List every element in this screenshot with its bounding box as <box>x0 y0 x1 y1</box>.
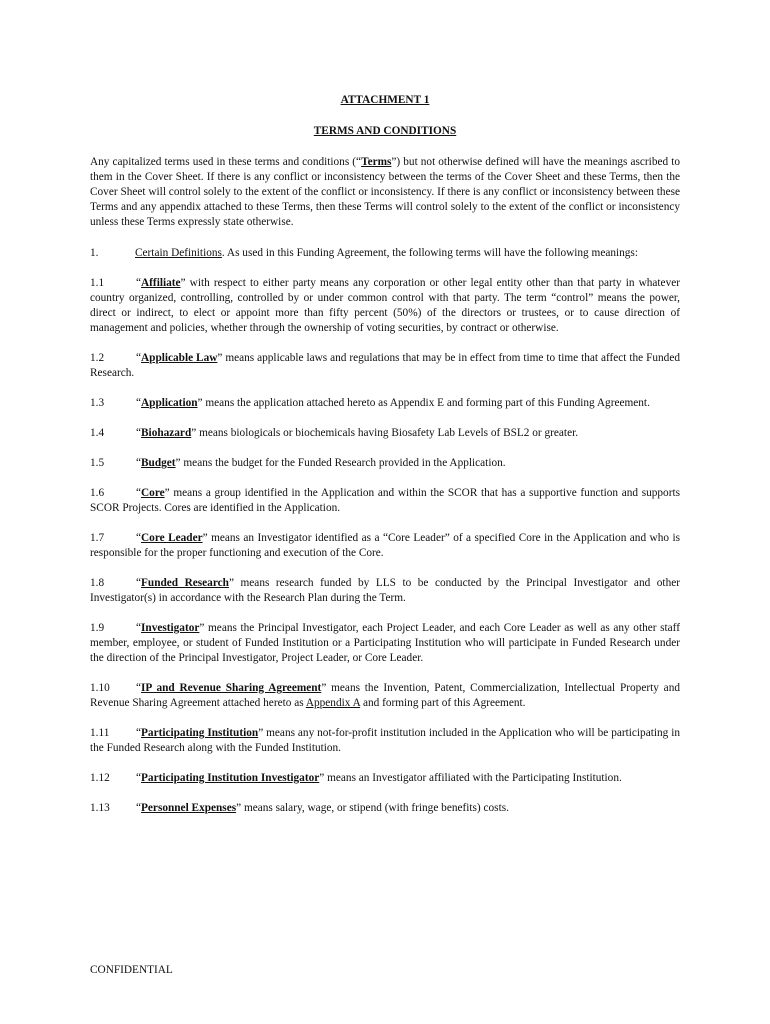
attachment-title: ATTACHMENT 1 <box>340 94 430 106</box>
close-quote: ” <box>202 532 208 544</box>
close-quote: ” <box>321 682 327 694</box>
open-quote: “ <box>136 577 142 589</box>
section-1 <box>90 246 680 261</box>
close-quote: ” <box>175 457 181 469</box>
definition-item <box>90 456 680 471</box>
intro-text-end: ”) but not otherwise defined will have the meanings ascribed to them in the Cover Sheet. If there is any conflict or inconsistency between the terms of the Cover Sheet and these Terms, then the Cover Sheet will control solely to the extent of the conflict or inconsistency. If there is any conflict or inconsistency between these Terms and any appendix attached to these Terms, then these Terms will control solely to the extent of the conflict or inconsistency unless these Terms expressly state otherwise. <box>90 156 680 228</box>
defined-term: Participating Institution <box>141 727 259 739</box>
appendix-reference: Appendix A <box>305 697 361 709</box>
defined-term: Biohazard <box>141 427 192 439</box>
intro-paragraph <box>90 155 680 230</box>
definition-text: means the Invention, Patent, Commercialization, Intellectual Property and Revenue Sharing Agreement attached hereto as <box>90 682 680 709</box>
definition-item <box>90 801 680 816</box>
definition-item <box>90 726 680 756</box>
defined-term: Investigator <box>141 622 200 634</box>
close-quote: ” <box>164 487 170 499</box>
document-body <box>90 93 680 831</box>
close-quote: ” <box>228 577 234 589</box>
definition-text: means biologicals or biochemicals having Biosafety Lab Levels of BSL2 or greater. <box>196 427 579 439</box>
definition-text: means the budget for the Funded Research provided in the Application. <box>180 457 506 469</box>
definition-item <box>90 621 680 666</box>
open-quote: “ <box>136 727 142 739</box>
defined-term: Core <box>141 487 165 499</box>
definition-text: means an Investigator affiliated with the Participating Institution. <box>324 772 622 784</box>
definition-number: 1.4 <box>90 427 105 439</box>
open-quote: “ <box>136 802 142 814</box>
section-number: 1. <box>90 247 99 259</box>
close-quote: ” <box>199 622 205 634</box>
open-quote: “ <box>136 487 142 499</box>
open-quote: “ <box>136 277 142 289</box>
defined-term: IP and Revenue Sharing Agreement <box>141 682 322 694</box>
definition-item <box>90 396 680 411</box>
intro-defined-term: Terms <box>361 156 392 168</box>
defined-term: Core Leader <box>141 532 203 544</box>
close-quote: ” <box>236 802 242 814</box>
open-quote: “ <box>136 427 142 439</box>
definition-number: 1.7 <box>90 532 105 544</box>
open-quote: “ <box>136 772 142 784</box>
definition-item <box>90 576 680 606</box>
close-quote: ” <box>197 397 203 409</box>
definition-item <box>90 771 680 786</box>
definition-number: 1.10 <box>90 682 110 694</box>
definition-number: 1.8 <box>90 577 105 589</box>
definition-item <box>90 276 680 336</box>
definition-number: 1.3 <box>90 397 105 409</box>
defined-term: Personnel Expenses <box>141 802 237 814</box>
open-quote: “ <box>136 682 142 694</box>
defined-term: Affiliate <box>141 277 181 289</box>
definition-text: means the Principal Investigator, each Project Leader, and each Core Leader as well as any other staff member, employee, or student of Funded Institution or a Participating Institution who will participate in Funded Research under the direction of the Principal Investigator, Project Leader, or Core Leader. <box>90 622 680 664</box>
definition-item <box>90 351 680 381</box>
definition-text: means an Investigator identified as a “Core Leader” of a specified Core in the Application and who is responsible for the proper functioning and execution of the Core. <box>90 532 680 559</box>
open-quote: “ <box>136 397 142 409</box>
definition-number: 1.5 <box>90 457 105 469</box>
definition-item <box>90 531 680 561</box>
close-quote: ” <box>319 772 325 784</box>
definition-text: means a group identified in the Application and within the SCOR that has a supportive function and supports SCOR Projects. Cores are identified in the Application. <box>90 487 680 514</box>
definition-number: 1.6 <box>90 487 105 499</box>
definition-number: 1.1 <box>90 277 105 289</box>
section-heading: Certain Definitions <box>135 247 222 259</box>
definition-number: 1.9 <box>90 622 105 634</box>
definitions-list <box>90 276 680 816</box>
close-quote: ” <box>191 427 197 439</box>
definition-item <box>90 426 680 441</box>
section-text: . As used in this Funding Agreement, the following terms will have the following meanings: <box>221 247 638 259</box>
definition-text: with respect to either party means any corporation or other legal entity other than that party in whatever country organized, controlling, controlled by or under common control with that party. The term “control” means the power, direct or indirect, to elect or appoint more than fifty percent (50%) of the directors or trustees, or to cause direction of management and policies, whether through the ownership of voting securities, by contract or otherwise. <box>90 277 680 334</box>
definition-text: means applicable laws and regulations that may be in effect from time to time that affect the Funded Research. <box>90 352 680 379</box>
definition-item <box>90 681 680 711</box>
definition-text: means the application attached hereto as Appendix E and forming part of this Funding Agreement. <box>202 397 650 409</box>
definition-text: means salary, wage, or stipend (with fringe benefits) costs. <box>241 802 509 814</box>
definition-number: 1.13 <box>90 802 110 814</box>
open-quote: “ <box>136 532 142 544</box>
defined-term: Budget <box>141 457 176 469</box>
open-quote: “ <box>136 352 142 364</box>
open-quote: “ <box>136 622 142 634</box>
close-quote: ” <box>217 352 223 364</box>
open-quote: “ <box>136 457 142 469</box>
intro-text-start: Any capitalized terms used in these terms and conditions (“ <box>90 156 362 168</box>
close-quote: ” <box>180 277 186 289</box>
confidential-footer: CONFIDENTIAL <box>90 964 173 976</box>
defined-term: Funded Research <box>141 577 229 589</box>
definition-number: 1.12 <box>90 772 110 784</box>
terms-heading: TERMS AND CONDITIONS <box>313 125 457 137</box>
definition-number: 1.2 <box>90 352 105 364</box>
definition-item <box>90 486 680 516</box>
defined-term: Applicable Law <box>141 352 218 364</box>
close-quote: ” <box>258 727 264 739</box>
definition-text-end: and forming part of this Agreement. <box>360 697 526 709</box>
definition-text: means any not-for-profit institution included in the Application who will be participating in the Funded Research along with the Funded Institution. <box>90 727 681 754</box>
defined-term: Participating Institution Investigator <box>141 772 320 784</box>
defined-term: Application <box>141 397 198 409</box>
definition-text: means research funded by LLS to be conducted by the Principal Investigator and other Investigator(s) in accordance with the Research Plan during the Term. <box>90 577 680 604</box>
definition-number: 1.11 <box>90 727 110 739</box>
